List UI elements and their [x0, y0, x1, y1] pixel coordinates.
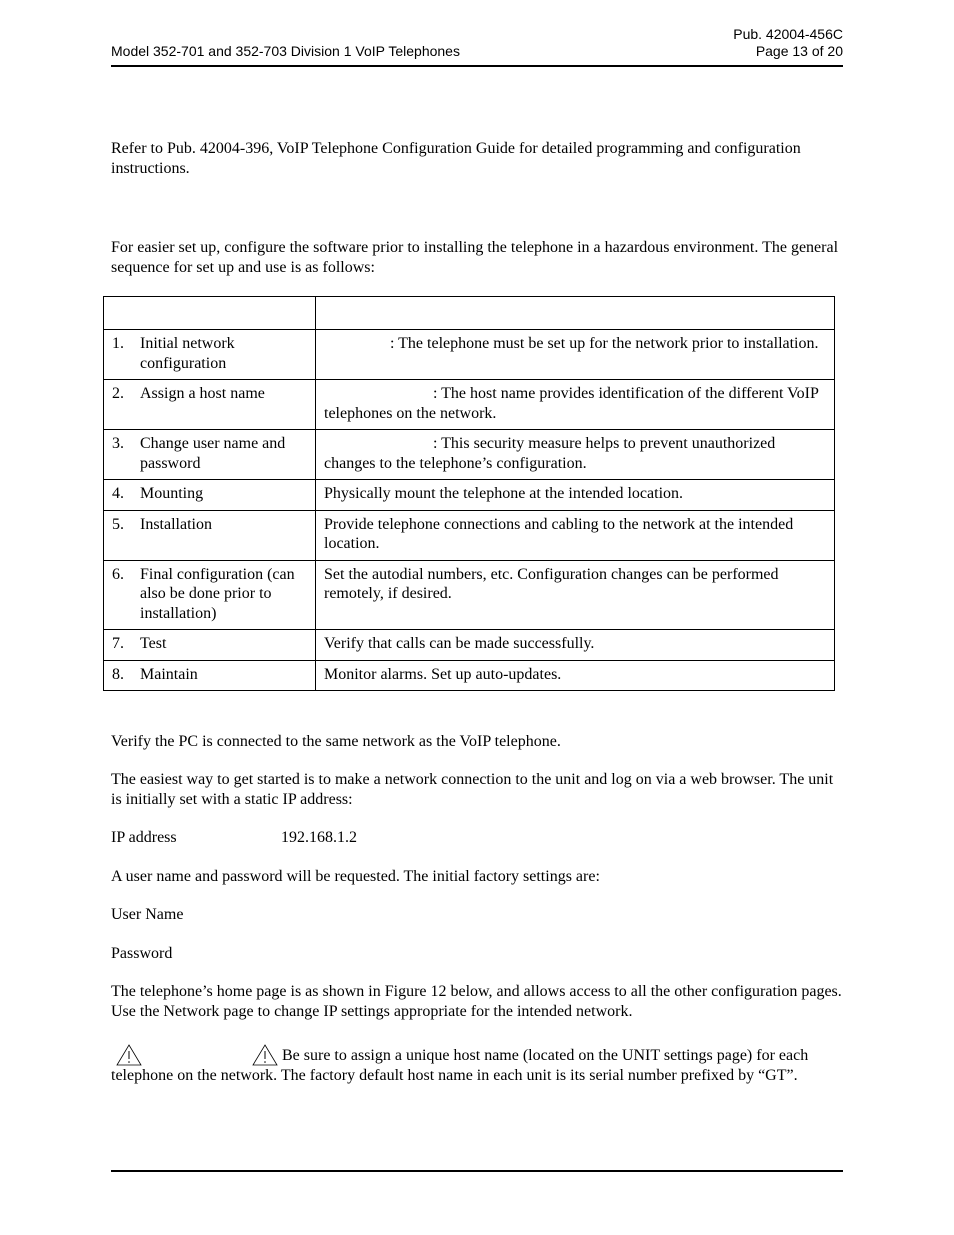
step-cell — [104, 630, 316, 661]
step-number: 2. — [112, 385, 124, 402]
step-description-cell — [316, 630, 835, 661]
credentials-paragraph: A user name and password will be requested. The initial factory settings are: — [111, 868, 600, 885]
step-description-cell — [316, 330, 835, 380]
step-description-cell — [316, 480, 835, 511]
step-description-cell — [316, 380, 835, 430]
step-description-cell — [316, 430, 835, 480]
step-label: Test — [140, 635, 167, 652]
step-cell — [104, 380, 316, 430]
page-header — [111, 26, 843, 60]
table-row — [104, 510, 835, 560]
table-row — [104, 560, 835, 630]
step-label: Installation — [140, 515, 212, 533]
ip-address-label: IP address — [111, 829, 177, 846]
password-label: Password — [111, 945, 173, 962]
warning-note — [111, 1044, 846, 1086]
step-cell — [104, 660, 316, 691]
step-description: Provide telephone connections and cabling to the network at the intended location. — [324, 515, 794, 552]
step-description: Set the autodial numbers, etc. Configuration changes can be performed remotely, if desired. — [324, 565, 779, 602]
refer-paragraph: Refer to Pub. 42004-396, VoIP Telephone Configuration Guide for detailed programming and configuration instructions. — [111, 140, 801, 177]
step-description: : This security measure helps to prevent unauthorized changes to the telephone’s configuration. — [324, 435, 776, 472]
step-label: Change user name and password — [140, 435, 286, 472]
warning-text: Be sure to assign a unique host name (located on the UNIT settings page) for each telephone on the network. The factory default host name in each unit is its serial number prefixed by “GT”. — [111, 1047, 809, 1084]
pub-number: Pub. 42004-456C — [733, 26, 843, 42]
step-number: 6. — [112, 565, 124, 583]
table-row — [104, 660, 835, 691]
table-row — [104, 330, 835, 380]
step-description-cell — [316, 660, 835, 691]
step-label: Mounting — [140, 485, 204, 502]
easiest-paragraph: The easiest way to get started is to make a network connection to the unit and log on via a web browser. The unit is initially set with a static IP address: — [111, 771, 834, 808]
step-number: 5. — [112, 515, 124, 533]
user-name-label: User Name — [111, 906, 184, 923]
step-number: 3. — [112, 435, 124, 452]
step-description-cell — [316, 560, 835, 630]
ip-address-value: 192.168.1.2 — [281, 829, 357, 846]
step-cell — [104, 430, 316, 480]
page-number: Page 13 of 20 — [755, 43, 843, 59]
table-row — [104, 430, 835, 480]
step-number: 1. — [112, 335, 124, 352]
step-cell — [104, 510, 316, 560]
step-description: : The host name provides identification of the different VoIP telephones on the network. — [324, 385, 819, 422]
step-description: Monitor alarms. Set up auto-updates. — [324, 665, 562, 683]
step-cell — [104, 480, 316, 511]
table-row — [104, 380, 835, 430]
warning-triangle-icon — [252, 1044, 278, 1066]
step-cell — [104, 560, 316, 630]
table-row — [104, 480, 835, 511]
step-number: 8. — [112, 665, 124, 683]
verify-paragraph: Verify the PC is connected to the same network as the VoIP telephone. — [111, 733, 561, 750]
step-label: Assign a host name — [140, 385, 265, 402]
step-number: 4. — [112, 485, 124, 502]
table-row — [104, 630, 835, 661]
step-number: 7. — [112, 635, 124, 652]
step-label: Maintain — [140, 665, 198, 683]
document-title: Model 352-701 and 352-703 Division 1 VoIP Telephones — [111, 43, 460, 59]
table-header-row — [104, 297, 835, 330]
setup-paragraph: For easier set up, configure the software prior to installing the telephone in a hazardous environment. The general sequence for set up and use is as follows: — [111, 239, 839, 276]
step-cell — [104, 330, 316, 380]
warning-triangle-icon — [116, 1044, 142, 1066]
setup-sequence-table — [103, 296, 835, 691]
step-description: Verify that calls can be made successfully. — [324, 635, 595, 652]
step-label: Final configuration (can also be done prior to installation) — [140, 565, 295, 622]
step-description: : The telephone must be set up for the network prior to installation. — [390, 335, 819, 352]
step-label: Initial network configuration — [140, 335, 235, 372]
home-page-paragraph: The telephone’s home page is as shown in Figure 12 below, and allows access to all the other configuration pages. Use the Network page to change IP settings appropriate for the intended network. — [111, 983, 842, 1020]
header-rule — [111, 65, 843, 67]
footer-rule — [111, 1170, 843, 1172]
step-description: Physically mount the telephone at the intended location. — [324, 485, 684, 502]
step-description-cell — [316, 510, 835, 560]
